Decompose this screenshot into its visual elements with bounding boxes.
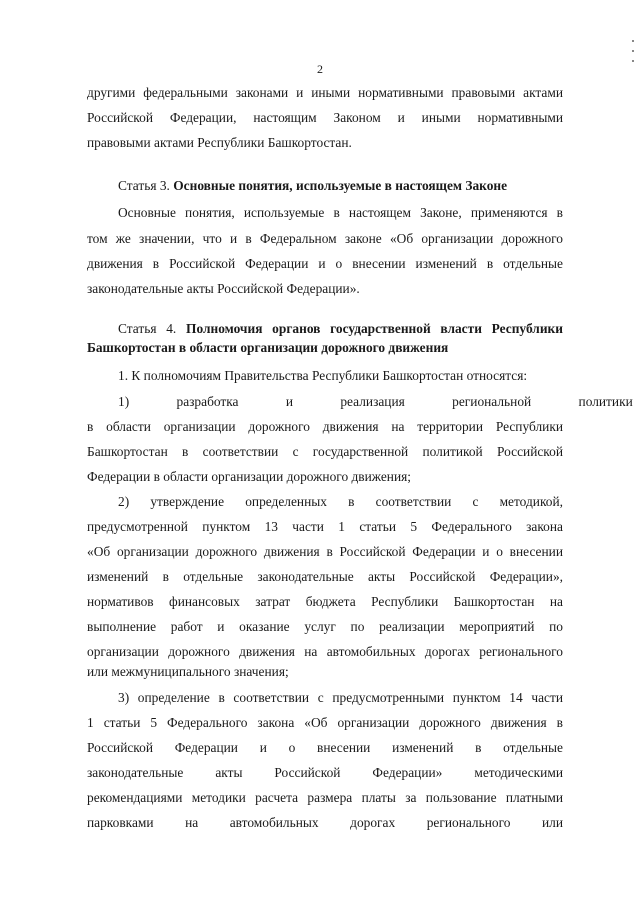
text-line: Федерации в области организации дорожного движения;: [87, 469, 412, 484]
text-line: законодательные акты Российской Федерации».: [87, 281, 360, 296]
text-line: в области организации дорожного движения на территории Республики: [87, 419, 563, 434]
text-line: Башкортостан в соответствии с государственной политикой Российской: [87, 444, 563, 459]
text-line: том же значении, что и в Федеральном законе «Об организации дорожного: [87, 231, 563, 246]
text-line: законодательные акты Российской Федерации» методическими: [87, 765, 563, 780]
text-line: правовыми актами Республики Башкортостан.: [87, 135, 352, 150]
text-line: предусмотренной пунктом 13 части 1 статьи 5 Федерального закона: [87, 519, 563, 534]
text-line: движения в Российской Федерации и о внесении изменений в отдельные: [87, 256, 563, 271]
text-line: 1) разработка и реализация региональной политики: [118, 394, 633, 409]
text-line: изменений в отдельные законодательные акты Российской Федерации»,: [87, 569, 563, 584]
text-line: или межмуниципального значения;: [87, 664, 289, 679]
text-line: другими федеральными законами и иными нормативными правовыми актами: [87, 85, 563, 100]
article-3-heading: [118, 175, 563, 197]
article-4-title-line-2: Башкортостан в области организации дорожного движения: [87, 340, 449, 355]
article-4-title-line-1: Полномочия органов государственной власти Республики: [186, 321, 563, 336]
scan-speck: [632, 40, 634, 42]
scan-speck: [632, 50, 634, 52]
article-4-prefix: Статья 4.: [118, 321, 177, 336]
text-line: 2) утверждение определенных в соответствии с методикой,: [118, 494, 563, 509]
scan-speck: [632, 60, 634, 62]
text-line: рекомендациями методики расчета размера платы за пользование платными: [87, 790, 563, 805]
text-line: Основные понятия, используемые в настоящем Законе, применяются в: [118, 205, 563, 220]
text-line: организации дорожного движения на автомобильных дорогах регионального: [87, 644, 563, 659]
text-line: выполнение работ и оказание услуг по реализации мероприятий по: [87, 619, 563, 634]
text-line: 3) определение в соответствии с предусмотренными пунктом 14 части: [118, 690, 563, 705]
article-3-title: Основные понятия, используемые в настоящем Законе: [173, 178, 508, 193]
text-line: 1. К полномочиям Правительства Республики Башкортостан относятся:: [118, 368, 528, 383]
text-line: нормативов финансовых затрат бюджета Республики Башкортостан на: [87, 594, 563, 609]
text-line: Российской Федерации и о внесении изменений в отдельные: [87, 740, 563, 755]
article-3-prefix: Статья 3.: [118, 178, 170, 193]
text-line: Российской Федерации, настоящим Законом и иными нормативными: [87, 110, 563, 125]
text-line: «Об организации дорожного движения в Российской Федерации и о внесении: [87, 544, 563, 559]
page-number: 2: [317, 62, 323, 76]
text-line: парковками на автомобильных дорогах регионального или: [87, 815, 563, 830]
text-line: 1 статьи 5 Федерального закона «Об организации дорожного движения в: [87, 715, 563, 730]
